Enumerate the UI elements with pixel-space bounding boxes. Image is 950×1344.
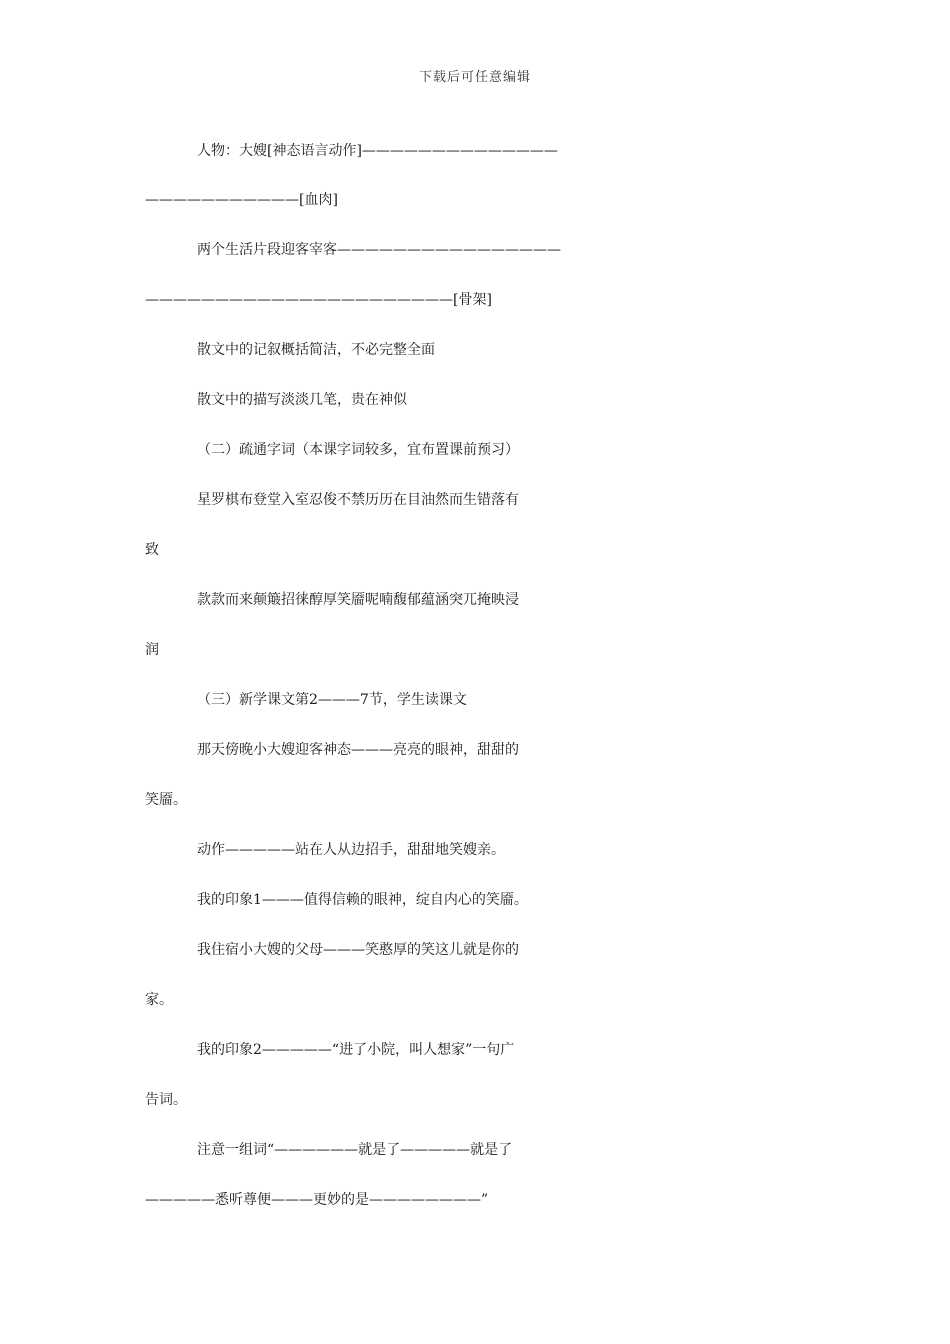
text-line-3: 两个生活片段迎客宰客————————————————: [197, 242, 561, 258]
text-line-14: 笑靥。: [145, 792, 187, 808]
text-line-18: 家。: [145, 992, 173, 1008]
text-line-20: 告词。: [145, 1092, 187, 1108]
text-line-22: —————悉听尊便———更妙的是————————”: [145, 1192, 489, 1208]
text-line-8: 星罗棋布登堂入室忍俊不禁历历在目油然而生错落有: [197, 492, 519, 508]
text-line-16: 我的印象1———值得信赖的眼神，绽自内心的笑靥。: [197, 892, 528, 908]
text-line-21: 注意一组词“——————就是了—————就是了: [197, 1142, 513, 1158]
text-line-15: 动作—————站在人从边招手，甜甜地笑嫂亲。: [197, 842, 505, 858]
section-heading-2: （二）疏通字词（本课字词较多，宜布置课前预习）: [197, 442, 519, 458]
text-line-13: 那天傍晚小大嫂迎客神态———亮亮的眼神，甜甜的: [197, 742, 519, 758]
page-header: 下载后可任意编辑: [418, 70, 531, 85]
text-line-2: ———————————[血肉]: [145, 192, 338, 208]
section-heading-3: （三）新学课文第2———7节，学生读课文: [197, 692, 467, 708]
text-line-4: ——————————————————————[骨架]: [145, 292, 492, 308]
text-line-5: 散文中的记叙概括简洁，不必完整全面: [197, 342, 435, 358]
text-line-17: 我住宿小大嫂的父母———笑憨厚的笑这儿就是你的: [197, 942, 519, 958]
text-line-10: 款款而来颠簸招徕醇厚笑靥呢喃馥郁蕴涵突兀掩映浸: [197, 592, 519, 608]
text-line-9: 致: [145, 542, 159, 558]
text-line-6: 散文中的描写淡淡几笔，贵在神似: [197, 392, 407, 408]
text-line-1: 人物：大嫂[神态语言动作]——————————————: [197, 143, 558, 159]
text-line-11: 润: [145, 642, 159, 658]
text-line-19: 我的印象2—————“进了小院，叫人想家”一句广: [197, 1042, 515, 1058]
